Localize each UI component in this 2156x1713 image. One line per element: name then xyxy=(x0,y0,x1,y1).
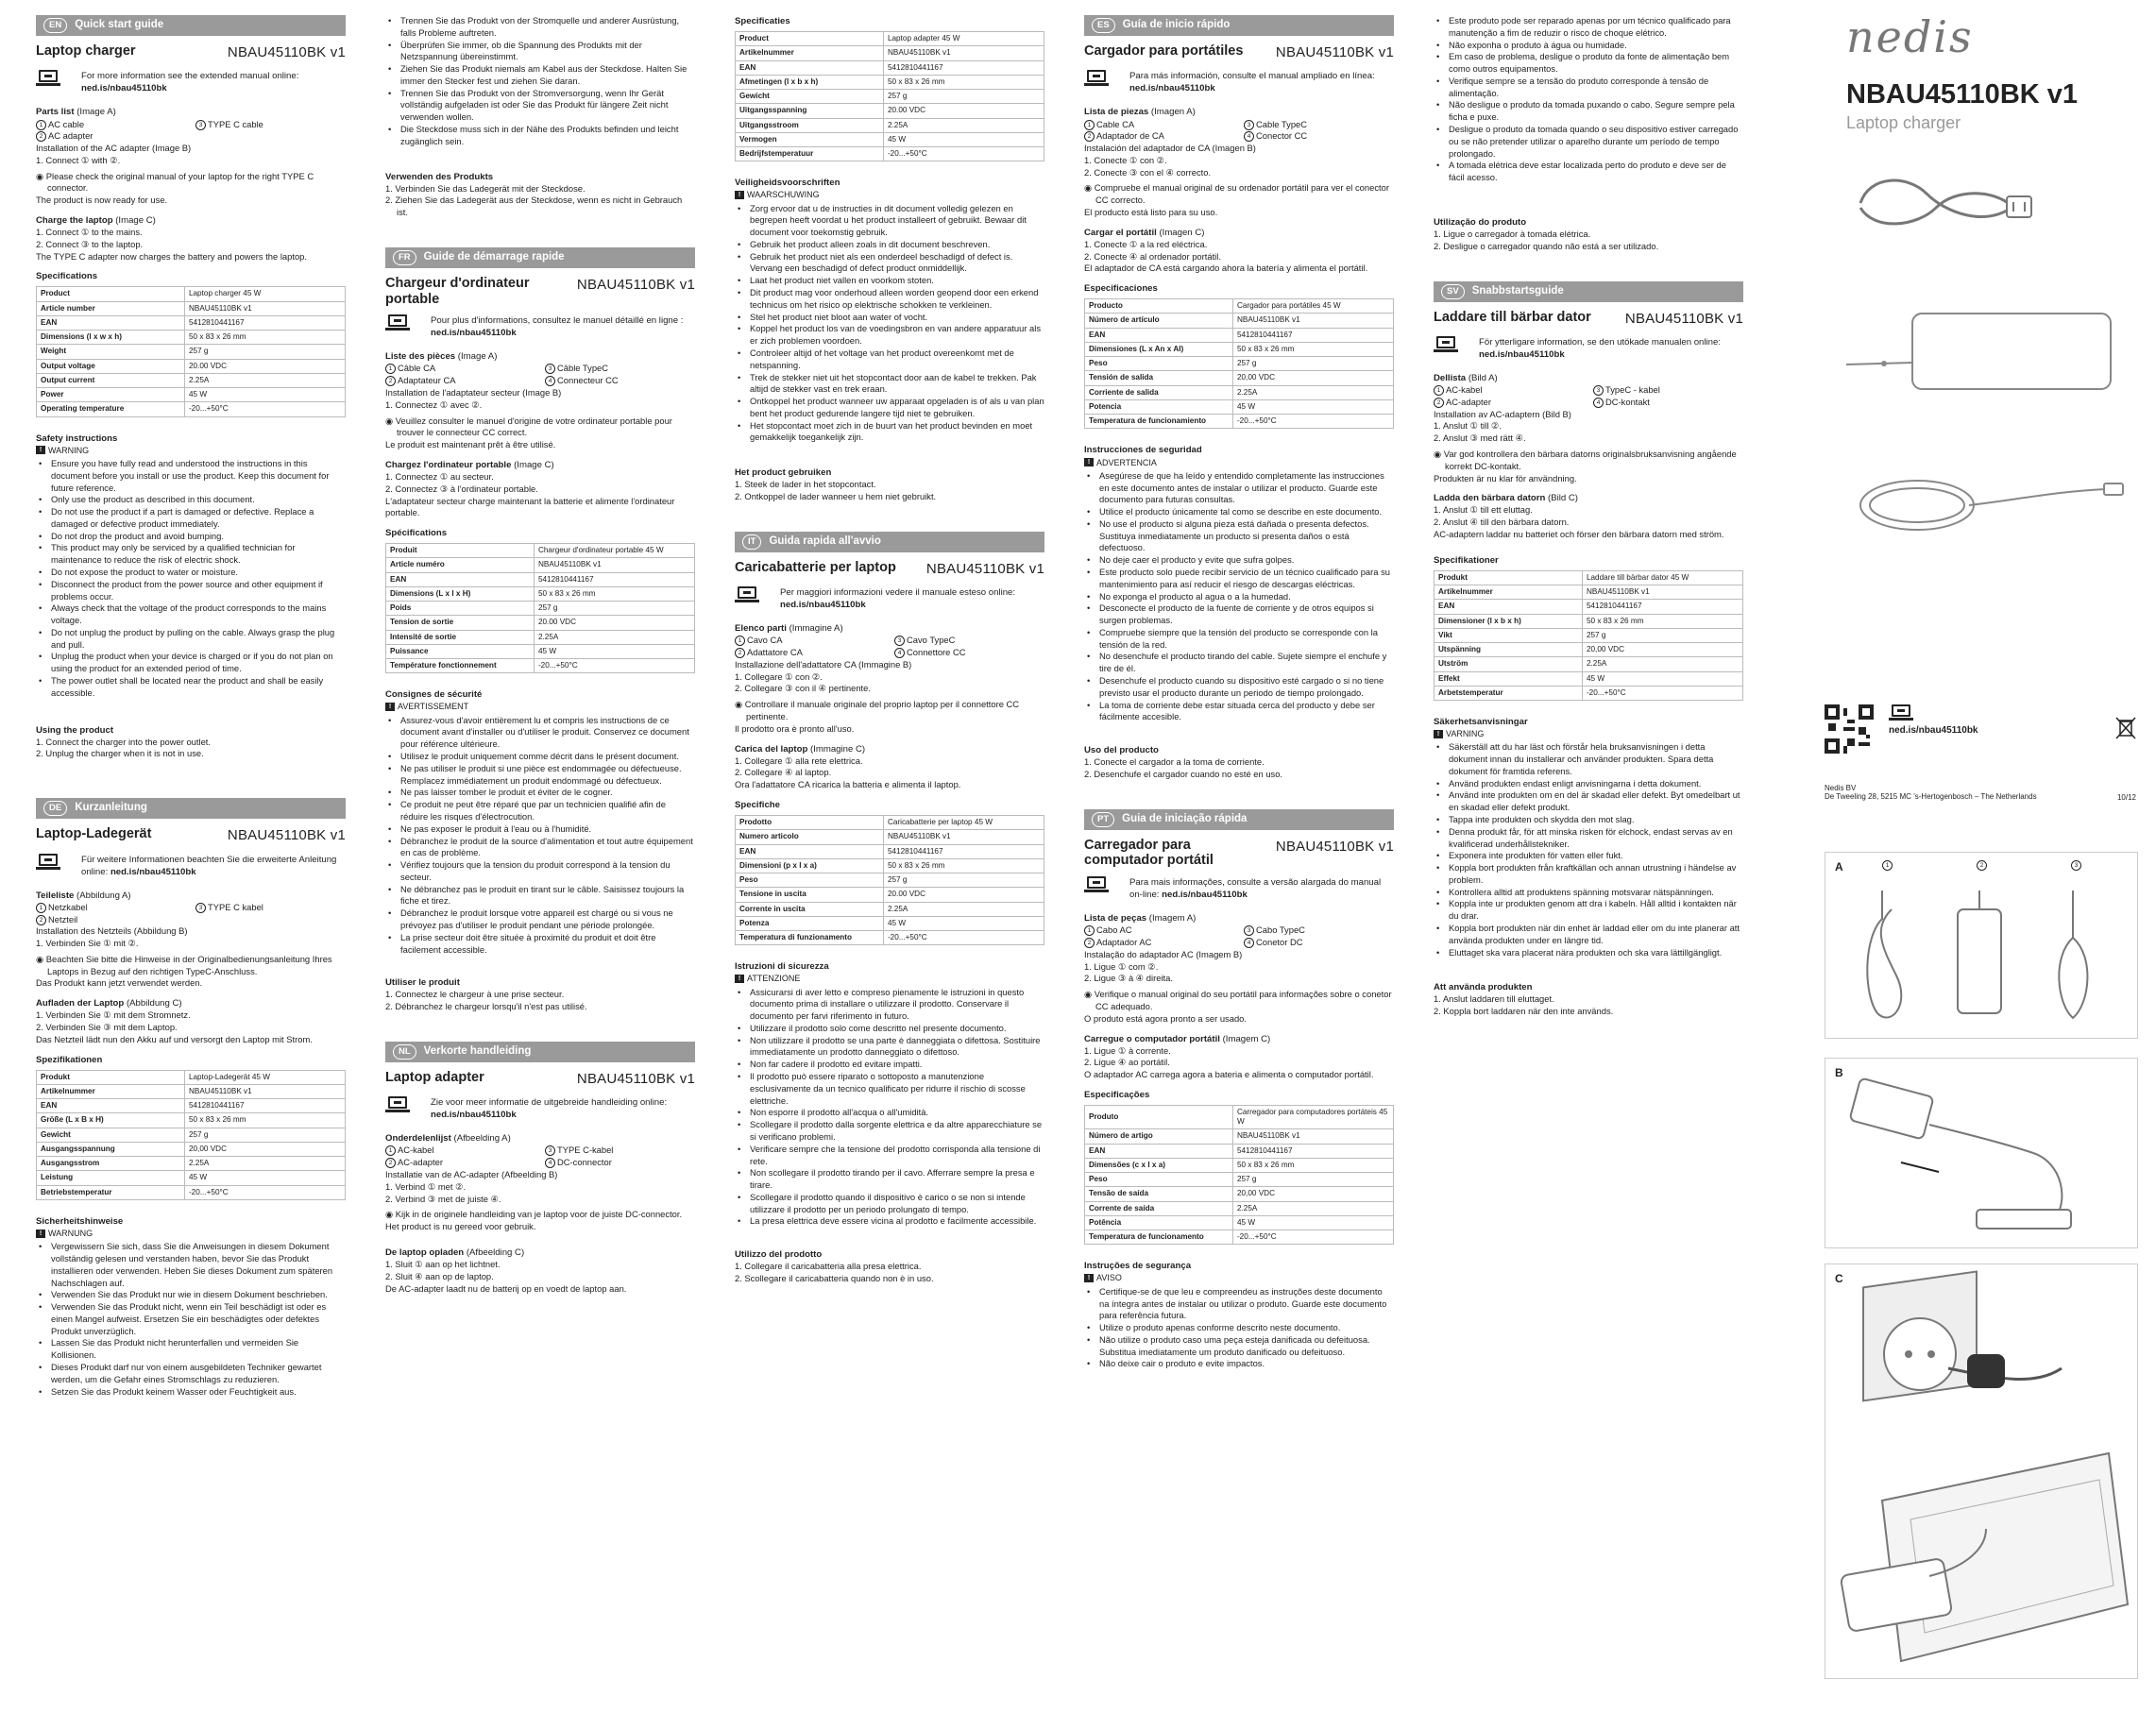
spec-row: Peso 257 g xyxy=(736,873,1044,888)
model-number: NBAU45110BK v1 xyxy=(227,44,346,60)
spec-row: Intensité de sortie 2.25A xyxy=(386,630,695,644)
qr-code xyxy=(1825,704,1874,754)
laptop-icon xyxy=(385,314,410,331)
column-2: • Trennen Sie das Produkt von der Stromquelle und anderer Ausrüstung, falls Probleme auftreten. • Überprüfen Sie immer, ob die Spannung des Produkts mit der Netzspannung übereinstimmt. • Ziehen Sie das Produkt niemals am Kabel aus der Steckdose. Halten Sie immer den Stecker fest und ziehen Sie daran. • Trennen Sie das Produkt von der Stromversorgung, wenn Ihr Gerät vollständig aufgeladen ist oder Sie das Produkt für längere Zeit nicht verwenden wollen. • Die Steckdose muss sich in der Nähe des Produkts befinden und leicht zugänglich sein. Verwenden des Produkts 1. Verbinden Sie das Ladegerät mit der Steckdose. 2. Ziehen Sie das Ladegerät aus der Steckdose, wenn es nicht in Gebrauch ist. FR Guide de démarrage rapide Chargeur d'ordinateur portable NBAU45110BK v1 Pour plus d'informations, consultez le manuel détaillé en ligne : ned.is/nbau45110bk Liste des pièces (Image A) 1 Câble CA 3 Câble TypeC 2 Adaptateur CA 4 Connecteur CC Installation de l'adaptateur secteur (Image B) 1. Connectez ① avec ②. ◉ Veuillez consulter le manuel d'origine de votre ordinateur portable pour trouver le connecteur CC correct. Le produit est maintenant prêt à être utilisé. Chargez l'ordinateur portable (Image C) 1. Connectez ① au secteur. 2. Connectez ③ à l'ordinateur portable. L'adaptateur secteur charge maintenant la batterie et alimente l'ordinateur portable. Spécifications Produit Chargeur d'ordinateur portable 45 W Article numéro NBAU45110BK v1 EAN 5412810441167 Dimensions (L x l x H) 50 x 83 x 26 mm Poids 257 g Tension de sortie 20.00 VDC Intensité de sortie 2.25A Puissance 45 W Température fonctionnement -20...+50°C Consignes de sécurité ! AVERTISSEMENT • Assurez-vous d'avoir entièrement lu et compris les instructions de ce document avant d'installer ou d'utiliser le produit. Conservez ce document pour référence ultérieure. • Utilisez le produit uniquement comme décrit dans le présent document. • Ne pas utiliser le produit si une pièce est endommagée ou défectueuse. Remplacez immédiatement un produit endommagé ou défectueux. • Ne pas laisser tomber le produit et éviter de le cogner. • Ce produit ne peut être réparé que par un technicien qualifié afin de réduire les risques d'électrocution. • Ne pas exposer le produit à l'eau ou à l'humidité. • Débranchez le produit de la source d'alimentation et tout autre équipement en cas de problème. • Vérifiez toujours que la tension du produit correspond à la tension du secteur. • Ne débranchez pas le produit en tirant sur le câble. Saisissez toujours la fiche et tirez. • Débranchez le produit lorsque votre appareil est chargé ou si vous ne prévoyez pas d'utiliser le produit pendant une période prolongée. • La prise secteur doit être située à proximité du produit et doit être facilement accessible. Utiliser le produit 1. Connectez le chargeur à une prise secteur. 2. Débranchez le chargeur lorsqu'il n'est pas utilisé. NL Verkorte handleiding Laptop adapter NBAU45110BK v1 Zie voor meer informatie de uitgebreide handleiding online: ned.is/nbau45110bk Onderdelenlijst (Afbeelding A) 1 AC-kabel 3 TYPE C-kabel 2 AC-adapter 4 DC-connector Installatie van de AC-adapter (Afbeelding B) 1. Verbind ① met ②. 2. Verbind ③ met de juiste ④. ◉ Kijk in de originele handleiding van je laptop voor de juiste DC-connector. Het product is nu gereed voor gebruik. De laptop opladen (Afbeelding C) 1. Sluit ① aan op het lichtnet. 2. Sluit ④ aan op de laptop. De AC-adapter laadt nu de batterij op en voedt de laptop aan. xyxy=(385,15,695,1315)
list-item: • Koppel het product los van de voedingsbron en van andere apparatuur als er zich problemen voordoen. xyxy=(735,323,1044,348)
spec-row: Temperatura de funcionamiento -20...+50°C xyxy=(1085,415,1394,429)
list-item: • No exponga el producto al agua o a la humedad. xyxy=(1084,591,1394,603)
list-item: • Verifique sempre se a tensão do produto corresponde à tensão de alimentação. xyxy=(1434,76,1743,100)
spec-row: Temperatura di funzionamento -20...+50°C xyxy=(736,931,1044,945)
list-item: • Certifique-se de que leu e compreendeu as instruções deste documento na íntegra antes de instalar ou utilizar o produto. Guarde este documento para referência futura. xyxy=(1084,1286,1394,1322)
cover-subtitle: Laptop charger xyxy=(1846,113,1961,132)
list-item: • Não utilize o produto caso uma peça esteja danificada ou defeituosa. Substitua imediatamente um produto danificado ou defeituoso. xyxy=(1084,1334,1394,1359)
spec-row: Température fonctionnement -20...+50°C xyxy=(386,659,695,673)
list-item: • The power outlet shall be located near the product and shall be easily accessible. xyxy=(36,675,346,700)
page-number: 10/12 xyxy=(2116,793,2136,802)
spec-row: Artikelnummer NBAU45110BK v1 xyxy=(37,1084,346,1098)
spec-row: Peso 257 g xyxy=(1085,357,1394,371)
list-item: • Scollegare il prodotto quando il dispositivo è carico o se non si intende utilizzare il prodotto per un periodo prolungato di tempo. xyxy=(735,1192,1044,1216)
list-item: • Koppla bort produkten när din enhet är laddad eller om du inte planerar att använda produkten under en längre tid. xyxy=(1434,923,1743,947)
list-item: • Koppla inte ur produkten genom att dra i kabeln. Håll alltid i kontakten när du drar. xyxy=(1434,898,1743,923)
spec-row: Gewicht 257 g xyxy=(37,1128,346,1142)
info-icon: ◉ xyxy=(1084,989,1095,1000)
list-item: • Only use the product as described in this document. xyxy=(36,494,346,506)
cover-model: NBAU45110BK v1 xyxy=(1846,79,2079,110)
column-4 xyxy=(1084,15,1394,1391)
list-item: • Använd inte produkten om en del är skadad eller defekt. Byt omedelbart ut en skadad eller defekt produkt. xyxy=(1434,789,1743,814)
spec-row: Potência 45 W xyxy=(1085,1215,1394,1230)
spec-row: Tensão de saída 20,00 VDC xyxy=(1085,1187,1394,1201)
list-item: • Säkerställ att du har läst och förstår hela bruksanvisningen i detta dokument innan du installerar och använder produkten. Spara detta dokument för framtida referens. xyxy=(1434,741,1743,777)
safety-list xyxy=(36,458,346,700)
list-item: • Scollegare il prodotto dalla sorgente elettrica e da altre apparecchiature se si verificano problemi. xyxy=(735,1119,1044,1144)
list-item: • A tomada elétrica deve estar localizada perto do produto e deve ser de fácil acesso. xyxy=(1434,160,1743,184)
column-1 xyxy=(36,15,346,1418)
spec-row: Tensione in uscita 20.00 VDC xyxy=(736,888,1044,902)
list-item: • Kontrollera alltid att produktens spänning motsvarar nätspänningen. xyxy=(1434,887,1743,899)
laptop-icon xyxy=(36,70,60,87)
laptop-icon xyxy=(385,1096,410,1113)
section-it: IT Guida rapida all'avvio Caricabatterie per laptop NBAU45110BK v1 Per maggiori informazioni vedere il manuale esteso online: ned.is/nbau45110bk Elenco parti (Immagine A) 1 Cavo CA 3 Cavo TypeC 2 Adattatore CA 4 Connettore CC Installazione dell'adattatore CA (Immagine B) 1. Collegare ① con ②. 2. Collegare ③ con il ④ pertinente. ◉ Controllare il manuale originale del proprio laptop per il connettore CC pertinente. Il prodotto ora è pronto all'uso. Carica del laptop (Immagine C) 1. Collegare ① alla rete elettrica. 2. Collegare ④ al laptop. Ora l'adattatore CA ricarica la batteria e alimenta il laptop. Specifiche Prodotto Caricabatterie per laptop 45 W Numero articolo NBAU45110BK v1 EAN 5412810441167 Dimensioni (p x l x a) 50 x 83 x 26 mm Peso 257 g Tensione in uscita 20.00 VDC Corrente in uscita 2.25A Potenza 45 W Temperatura di funzionamento -20...+50°C Istruzioni di sicurezza ! ATTENZIONE • Assicurarsi di aver letto e compreso pienamente le istruzioni in questo documento prima di installare o utilizzare il prodotto. Conservare il documento per farvi riferimento in futuro. • Utilizzare il prodotto solo come descritto nel presente documento. • Non utilizzare il prodotto se una parte è danneggiata o difettosa. Sostituire immediatamente un prodotto danneggiato o difettoso. • Non far cadere il prodotto ed evitare impatti. • Il prodotto può essere riparato o sottoposto a manutenzione esclusivamente da un tecnico qualificato per ridurre il rischio di scosse elettriche. • Non esporre il prodotto all'acqua o all'umidità. • Scollegare il prodotto dalla sorgente elettrica e da altre apparecchiature se si verificano problemi. • Verificare sempre che la tensione del prodotto corrisponda alla tensione di rete. • Non scollegare il prodotto tirando per il cavo. Afferrare sempre la presa e tirare. • Scollegare il prodotto quando il dispositivo è carico o se non si intende utilizzare il prodotto per un periodo prolungato di tempo. • La presa elettrica deve essere vicina al prodotto e facilmente accessibile. Utilizzo del prodotto 1. Collegare il caricabatteria alla presa elettrica. 2. Scollegare il caricabatteria quando non è in uso. xyxy=(735,532,1044,1285)
spec-row: Power 45 W xyxy=(37,388,346,402)
spec-row: Article numéro NBAU45110BK v1 xyxy=(386,558,695,572)
list-item: • Trennen Sie das Produkt von der Stromversorgung, wenn Ihr Gerät vollständig aufgeladen ist oder Sie das Produkt für längere Zeit nicht verwenden wollen. xyxy=(385,88,695,124)
list-item: • Do not use the product if a part is damaged or defective. Replace a damaged or defective product immediately. xyxy=(36,506,346,531)
section-nl: NL Verkorte handleiding Laptop adapter NBAU45110BK v1 Zie voor meer informatie de uitgebreide handleiding online: ned.is/nbau45110bk Onderdelenlijst (Afbeelding A) 1 AC-kabel 3 TYPE C-kabel 2 AC-adapter 4 DC-connector Installatie van de AC-adapter (Afbeelding B) 1. Verbind ① met ②. 2. Verbind ③ met de juiste ④. ◉ Kijk in de originele handleiding van je laptop voor de juiste DC-connector. Het product is nu gereed voor gebruik. De laptop opladen (Afbeelding C) 1. Sluit ① aan op het lichtnet. 2. Sluit ④ aan op de laptop. De AC-adapter laadt nu de batterij op en voedt de laptop aan. xyxy=(385,1042,695,1295)
spec-row: Produit Chargeur d'ordinateur portable 45 W xyxy=(386,544,695,558)
list-item: • Do not expose the product to water or moisture. xyxy=(36,567,346,579)
spec-row: EAN 5412810441167 xyxy=(736,60,1044,75)
spec-row: Tension de sortie 20.00 VDC xyxy=(386,616,695,630)
nedis-logo: nedis xyxy=(1846,11,1974,62)
typec-cable-image xyxy=(1851,463,2134,548)
lang-badge: EN xyxy=(43,18,67,33)
list-item: • Ne pas utiliser le produit si une pièce est endommagée ou défectueuse. Remplacez immédiatement un produit endommagé ou défectueux. xyxy=(385,763,695,788)
laptop-icon xyxy=(1434,336,1458,353)
spec-row: Corrente de saída 2.25A xyxy=(1085,1201,1394,1215)
qr-area xyxy=(1825,704,2136,761)
list-item: • Vérifiez toujours que la tension du produit correspond à la tension du secteur. xyxy=(385,859,695,884)
section-es: ES Guía de inicio rápido Cargador para portátiles NBAU45110BK v1 Para más información, consulte el manual ampliado en línea: ned.is/nbau45110bk Lista de piezas (Imagen A) 1 Cable CA 3 Cable TypeC 2 Adaptador de CA 4 Conector CC Instalación del adaptador de CA (Imagen B) 1. Conecte ① con ②. 2. Conecte ③ con el ④ correcto. ◉ Compruebe el manual original de su ordenador portátil para ver el conector CC correcto. El producto está listo para su uso. Cargar el portátil (Imagen C) 1. Conecte ① a la red eléctrica. 2. Conecte ④ al ordenador portátil. El adaptador de CA está cargando ahora la batería y alimenta el portátil. Especificaciones Producto Cargador para portátiles 45 W Número de artículo NBAU45110BK v1 EAN 5412810441167 Dimensiones (L x An x Al) 50 x 83 x 26 mm Peso 257 g Tensión de salida 20,00 VDC Corriente de salida 2.25A Potencia 45 W Temperatura de funcionamiento -20...+50°C Instrucciones de seguridad ! ADVERTENCIA • Asegúrese de que ha leído y entendido completamente las instrucciones en este documento antes de instalar o utilizar el producto. Guarde este documento para futuras consultas. • Utilice el producto únicamente tal como se describe en este documento. • No use el producto si alguna pieza está dañada o presenta defectos. Sustituya inmediatamente un producto si presenta daños o está defectuoso. • No deje caer el producto y evite que sufra golpes. • Este producto solo puede recibir servicio de un técnico cualificado para su mantenimiento para así reducir el riesgo de descargas eléctricas. • No exponga el producto al agua o a la humedad. • Desconecte el producto de la fuente de corriente y de otros equipos si surgen problemas. • Compruebe siempre que la tensión del producto se corresponde con la tensión de la red. • No desenchufe el producto tirando del cable. Sujete siempre el enchufe y tire de él. • Desenchufe el producto cuando su dispositivo esté cargado o si no tiene previsto usar el producto durante un periodo de tiempo prolongado. • La toma de corriente debe estar situada cerca del producto y debe ser fácilmente accesible. Uso del producto 1. Conecte el cargador a la toma de corriente. 2. Desenchufe el cargador cuando no esté en uso. xyxy=(1084,15,1394,781)
spec-row: Corriente de salida 2.25A xyxy=(1085,385,1394,399)
list-item: • Ne pas exposer le produit à l'eau ou à l'humidité. xyxy=(385,823,695,836)
section-fr: FR Guide de démarrage rapide Chargeur d'ordinateur portable NBAU45110BK v1 Pour plus d'informations, consultez le manuel détaillé en ligne : ned.is/nbau45110bk Liste des pièces (Image A) 1 Câble CA 3 Câble TypeC 2 Adaptateur CA 4 Connecteur CC Installation de l'adaptateur secteur (Image B) 1. Connectez ① avec ②. ◉ Veuillez consulter le manuel d'origine de votre ordinateur portable pour trouver le connecteur CC correct. Le produit est maintenant prêt à être utilisé. Chargez l'ordinateur portable (Image C) 1. Connectez ① au secteur. 2. Connectez ③ à l'ordinateur portable. L'adaptateur secteur charge maintenant la batterie et alimente l'ordinateur portable. Spécifications Produit Chargeur d'ordinateur portable 45 W Article numéro NBAU45110BK v1 EAN 5412810441167 Dimensions (L x l x H) 50 x 83 x 26 mm Poids 257 g Tension de sortie 20.00 VDC Intensité de sortie 2.25A Puissance 45 W Température fonctionnement -20...+50°C Consignes de sécurité ! AVERTISSEMENT • Assurez-vous d'avoir entièrement lu et compris les instructions de ce document avant d'installer ou d'utiliser le produit. Conservez ce document pour référence ultérieure. • Utilisez le produit uniquement comme décrit dans le présent document. • Ne pas utiliser le produit si une pièce est endommagée ou défectueuse. Remplacez immédiatement un produit endommagé ou défectueux. • Ne pas laisser tomber le produit et éviter de le cogner. • Ce produit ne peut être réparé que par un technicien qualifié afin de réduire les risques d'électrocution. • Ne pas exposer le produit à l'eau ou à l'humidité. • Débranchez le produit de la source d'alimentation et tout autre équipement en cas de problème. • Vérifiez toujours que la tension du produit correspond à la tension du secteur. • Ne débranchez pas le produit en tirant sur le câble. Saisissez toujours la fiche et tirez. • Débranchez le produit lorsque votre appareil est chargé ou si vous ne prévoyez pas d'utiliser le produit pendant une période prolongée. • La prise secteur doit être située à proximité du produit et doit être facilement accessible. Utiliser le produit 1. Connectez le chargeur à une prise secteur. 2. Débranchez le chargeur lorsqu'il n'est pas utilisé. xyxy=(385,247,695,1013)
list-item: • Débranchez le produit de la source d'alimentation et tout autre équipement en cas de problème. xyxy=(385,836,695,860)
spec-row: Peso 257 g xyxy=(1085,1173,1394,1187)
list-item: • Disconnect the product from the power source and other equipment if problems occur. xyxy=(36,579,346,603)
list-item: • Denna produkt får, för att minska risken för elchock, endast servas av en kvalificerad underhållstekniker. xyxy=(1434,826,1743,851)
list-item: • Überprüfen Sie immer, ob die Spannung des Produkts mit der Netzspannung übereinstimmt. xyxy=(385,40,695,64)
spec-row: Número de artigo NBAU45110BK v1 xyxy=(1085,1129,1394,1144)
list-item: • Ensure you have fully read and understood the instructions in this document before you install or use the product. Keep this document for future reference. xyxy=(36,458,346,494)
list-item: • Este producto solo puede recibir servicio de un técnico cualificado para su mantenimiento para así reducir el riesgo de descargas eléctricas. xyxy=(1084,567,1394,591)
list-item: • Il prodotto può essere riparato o sottoposto a manutenzione esclusivamente da un tecnico qualificato per ridurre il rischio di scosse elettriche. xyxy=(735,1071,1044,1107)
figure-a: A 1 2 3 xyxy=(1825,852,2138,1039)
list-item: • Non scollegare il prodotto tirando per il cavo. Afferrare sempre la presa e tirare. xyxy=(735,1167,1044,1192)
list-item: • Asegúrese de que ha leído y entendido completamente las instrucciones en este documento antes de instalar o utilizar el producto. Guarde este documento para futuras consultas. xyxy=(1084,470,1394,506)
spec-row: Potenza 45 W xyxy=(736,916,1044,930)
spec-row: Artikelnummer NBAU45110BK v1 xyxy=(1435,585,1743,600)
spec-row: EAN 5412810441167 xyxy=(37,1099,346,1113)
note: ◉ Please check the original manual of your laptop for the right TYPE C connector. xyxy=(36,170,314,194)
list-item: • Setzen Sie das Produkt keinem Wasser oder Feuchtigkeit aus. xyxy=(36,1386,346,1399)
list-item: • Ne débranchez pas le produit en tirant sur le câble. Saisissez toujours la fiche et tirez. xyxy=(385,884,695,908)
spec-row: EAN 5412810441167 xyxy=(1085,1144,1394,1158)
list-item: • Tappa inte produkten och skydda den mot slag. xyxy=(1434,814,1743,826)
info-icon: ◉ xyxy=(1084,182,1095,194)
info-icon: ◉ xyxy=(36,170,46,181)
spec-row: Bedrijfstemperatuur -20...+50°C xyxy=(736,147,1044,161)
spec-row: EAN 5412810441167 xyxy=(386,572,695,586)
spec-row: Product Laptop charger 45 W xyxy=(37,287,346,301)
list-item: • Verificare sempre che la tensione del prodotto corrisponda alla tensione di rete. xyxy=(735,1144,1044,1168)
list-item: • Ontkoppel het product wanneer uw apparaat opgeladen is of als u van plan bent het product gedurende langere tijd niet te gebruiken. xyxy=(735,396,1044,420)
list-item: • Compruebe siempre que la tensión del producto se corresponde con la tensión de la red. xyxy=(1084,627,1394,652)
info-icon: ◉ xyxy=(36,953,46,964)
spec-row: Dimensions (L x l x H) 50 x 83 x 26 mm xyxy=(386,586,695,601)
list-item: • Gebruik het product niet als een onderdeel beschadigd of defect is. Vervang een beschadigd of defect product onmiddellijk. xyxy=(735,251,1044,276)
spec-row: Utspänning 20,00 VDC xyxy=(1435,643,1743,657)
list-item: • Använd produkten endast enligt anvisningarna i detta dokument. xyxy=(1434,778,1743,790)
spec-row: Uitgangsstroom 2.25A xyxy=(736,118,1044,132)
list-item: • Het stopcontact moet zich in de buurt van het product bevinden en moet gemakkelijk toegankelijk zijn. xyxy=(735,420,1044,445)
spec-row: Output voltage 20.00 VDC xyxy=(37,359,346,373)
list-item: • Gebruik het product alleen zoals in dit document beschreven. xyxy=(735,239,1044,251)
spec-row: Uitgangsspanning 20.00 VDC xyxy=(736,104,1044,118)
list-item: • Do not unplug the product by pulling on the cable. Always grasp the plug and pull. xyxy=(36,627,346,652)
spec-row: EAN 5412810441167 xyxy=(1435,600,1743,614)
spec-row: Tensión de salida 20,00 VDC xyxy=(1085,371,1394,385)
spec-row: Potencia 45 W xyxy=(1085,399,1394,414)
list-item: • Dieses Produkt darf nur von einem ausgebildeten Techniker gewartet werden, um die Gefahr eines Stromschlags zu reduzieren. xyxy=(36,1362,346,1386)
spec-row: EAN 5412810441167 xyxy=(736,844,1044,858)
spec-row: Poids 257 g xyxy=(386,602,695,616)
list-item: • Utilice el producto únicamente tal como se describe en este documento. xyxy=(1084,506,1394,518)
spec-row: Produto Carregador para computadores portáteis 45 W xyxy=(1085,1105,1394,1129)
warning-icon: ! xyxy=(36,446,45,454)
list-item: • La toma de corriente debe estar situada cerca del producto y debe ser fácilmente accesible. xyxy=(1084,700,1394,724)
list-item: • Trennen Sie das Produkt von der Stromquelle und anderer Ausrüstung, falls Probleme auftreten. xyxy=(385,15,695,40)
list-item: • No desenchufe el producto tirando del cable. Sujete siempre el enchufe y tire de él. xyxy=(1084,651,1394,675)
list-item: • Utilize o produto apenas conforme descrito neste documento. xyxy=(1084,1322,1394,1334)
list-item: • Verwenden Sie das Produkt nur wie in diesem Dokument beschrieben. xyxy=(36,1289,346,1301)
list-item: • Este produto pode ser reparado apenas por um técnico qualificado para manutenção a fim de reduzir o risco de choque elétrico. xyxy=(1434,15,1743,40)
spec-row: Leistung 45 W xyxy=(37,1171,346,1185)
spec-row: Temperatura de funcionamento -20...+50°C xyxy=(1085,1230,1394,1245)
header-en: EN Quick start guide xyxy=(36,15,346,36)
spec-row: EAN 5412810441167 xyxy=(37,315,346,330)
parts-list: 1 AC cable 3 TYPE C cable 2 AC adapter xyxy=(36,119,346,144)
list-item: • Desconecte el producto de la fuente de corriente y de otros equipos si surgen problemas. xyxy=(1084,602,1394,627)
list-item: • Utilisez le produit uniquement comme décrit dans le présent document. xyxy=(385,751,695,763)
laptop-icon xyxy=(36,854,60,871)
spec-row: Effekt 45 W xyxy=(1435,671,1743,686)
spec-row: Arbetstemperatur -20...+50°C xyxy=(1435,686,1743,700)
list-item: • Utilizzare il prodotto solo come descritto nel presente documento. xyxy=(735,1023,1044,1035)
column-5: • Este produto pode ser reparado apenas por um técnico qualificado para manutenção a fim de reduzir o risco de choque elétrico. • Não exponha o produto à água ou humidade. • Em caso de problema, desligue o produto da fonte de alimentação bem como outros equipamentos. • Verifique sempre se a tensão do produto corresponde à tensão de alimentação. • Não desligue o produto da tomada puxando o cabo. Segure sempre pela ficha e puxe. • Desligue o produto da tomada quando o seu dispositivo estiver carregado ou se não pretender utilizar o aparelho durante um período de tempo prolongado. • A tomada elétrica deve estar localizada perto do produto e deve ser de fácil acesso. Utilização do produto 1. Ligue o carregador à tomada elétrica. 2. Desligue o carregador quando não está a ser utilizado. SV Snabbstartsguide Laddare till bärbar dator NBAU45110BK v1 För ytterligare information, se den utökade manualen online: ned.is/nbau45110bk Dellista (Bild A) 1 AC-kabel 3 TypeC - kabel 2 AC-adapter 4 DC-kontakt Installation av AC-adaptern (Bild B) 1. Anslut ① till ②. 2. Anslut ③ med rätt ④. ◉ Var god kontrollera den bärbara datorns originalsbruksanvisning angående korrekt DC-kontakt. Produkten är nu klar för användning. Ladda den bärbara datorn (Bild C) 1. Anslut ① till ett eluttag. 2. Anslut ④ till den bärbara datorn. AC-adaptern laddar nu batteriet och förser den bärbara datorn med ström. Specifikationer Produkt Laddare till bärbar dator 45 W Artikelnummer NBAU45110BK v1 EAN 5412810441167 Dimensioner (l x b x h) 50 x 83 x 26 mm Vikt 257 g Utspänning 20,00 VDC Utström 2.25A Effekt 45 W Arbetstemperatur -20...+50°C Säkerhetsanvisningar ! VARNING • Säkerställ att du har läst och förstår hela bruksanvisningen i detta dokument innan du installerar och använder produkten. Spara detta dokument för framtida referens. • Använd produkten endast enligt anvisningarna i detta dokument. • Använd inte produkten om en del är skadad eller defekt. Byt omedelbart ut en skadad eller defekt produkt. • Tappa inte produkten och skydda den mot slag. • Denna produkt får, för att minska risken för elchock, endast servas av en kvalificerad underhållstekniker. • Exponera inte produkten för vatten eller fukt. • Koppla bort produkten från kraftkällan och annan utrustning i händelse av problem. • Kontrollera alltid att produktens spänning motsvarar nätspänningen. • Koppla inte ur produkten genom att dra i kabeln. Håll alltid i kontakten när du drar. • Koppla bort produkten när din enhet är laddad eller om du inte planerar att använda produkten under en längre tid. • Eluttaget ska vara placerat nära produkten och ska vara lättillgängligt. Att använda produkten 1. Anslut laddaren till eluttaget. 2. Koppla bort laddaren när den inte används. xyxy=(1434,15,1743,1039)
product-title: Laptop charger xyxy=(36,43,136,59)
list-item: • Non esporre il prodotto all'acqua o all'umidità. xyxy=(735,1107,1044,1119)
warning-icon: ! xyxy=(1084,458,1094,466)
list-item: • No deje caer el producto y evite que sufra golpes. xyxy=(1084,554,1394,567)
list-item: • Koppla bort produkten från kraftkällan och annan utrustning i händelse av problem. xyxy=(1434,862,1743,887)
info-icon: ◉ xyxy=(1434,448,1444,459)
list-item: • La presa elettrica deve essere vicina al prodotto e facilmente accessibile. xyxy=(735,1215,1044,1228)
spec-row: Ausgangsspannung 20,00 VDC xyxy=(37,1142,346,1156)
laptop-icon xyxy=(735,586,759,603)
list-item: • No use el producto si alguna pieza está dañada o presenta defectos. Sustituya inmediatamente un producto si presenta daños o está defectuoso. xyxy=(1084,518,1394,554)
list-item: • Verwenden Sie das Produkt nicht, wenn ein Teil beschädigt ist oder es einen Mangel aufweist. Ersetzen Sie ein beschädigtes oder defektes Produkt unverzüglich. xyxy=(36,1301,346,1337)
list-item: • Controleer altijd of het voltage van het product overeenkomt met de netspanning. xyxy=(735,348,1044,372)
section-en: EN Quick start guide Laptop charger NBAU45110BK v1 For more information see the extended manual online: ned.is/nbau45110bk Parts list (Image A) 1 AC cable 3 TYPE C cable 2 AC adapter Installation of the AC adapter (Image B) 1. Connect ① with ②. ◉ Please check the original manual of your laptop for the right TYPE C connector. The product is now ready for use. Charge the laptop (Image C) 1. Connect ① to the mains. 2. Connect ③ to the laptop. The TYPE C adapter now charges the battery and powers the laptop. Specifications Product Laptop charger 45 W Article number NBAU45110BK v1 EAN 5412810441167 Dimensions (l x w x h) 50 x 83 x 26 mm Weight 257 g Output voltage 20.00 VDC Output current 2.25A Power 45 W Operating temperature -20...+50°C Safety instructions ! WARNING • Ensure you have fully read and understood the instructions in this document before you install or use the product. Keep this document for future reference. • Only use the product as described in this document. • Do not use the product if a part is damaged or defective. Replace a damaged or defective product immediately. • Do not drop the product and avoid bumping. • This product may only be serviced by a qualified technician for maintenance to reduce the risk of electric shock. • Do not expose the product to water or moisture. • Disconnect the product from the power source and other equipment if problems occur. • Always check that the voltage of the product corresponds to the mains voltage. • Do not unplug the product by pulling on the cable. Always grasp the plug and pull. • Unplug the product when your device is charged or if you do not plan on using the product for an extended period of time. • The power outlet shall be located near the product and shall be easily accessible. Using the product 1. Connect the charger into the power outlet. 2. Unplug the charger when it is not in use. xyxy=(36,15,346,760)
spec-row: Numero articolo NBAU45110BK v1 xyxy=(736,830,1044,844)
list-item: • Não desligue o produto da tomada puxando o cabo. Segure sempre pela ficha e puxe. xyxy=(1434,99,1743,124)
list-item: • Trek de stekker niet uit het stopcontact door aan de kabel te trekken. Pak altijd de stekker vast en trek eraan. xyxy=(735,372,1044,397)
list-item: • La prise secteur doit être située à proximité du produit et doit être facilement accessible. xyxy=(385,932,695,957)
list-item: • Always check that the voltage of the product corresponds to the mains voltage. xyxy=(36,602,346,627)
manual-note: For more information see the extended manual online: ned.is/nbau45110bk xyxy=(36,70,346,94)
spec-row: Vikt 257 g xyxy=(1435,628,1743,642)
spec-row: Betriebstemperatur -20...+50°C xyxy=(37,1185,346,1199)
list-item: • Assurez-vous d'avoir entièrement lu et compris les instructions de ce document avant d'installer ou d'utiliser le produit. Conservez ce document pour référence ultérieure. xyxy=(385,715,695,751)
column-3: Specificaties Product Laptop adapter 45 W Artikelnummer NBAU45110BK v1 EAN 5412810441167 Afmetingen (l x b x h) 50 x 83 x 26 mm Gewicht 257 g Uitgangsspanning 20.00 VDC Uitgangsstroom 2.25A Vermogen 45 W Bedrijfstemperatuur -20...+50°C Veiligheidsvoorschriften ! WAARSCHUWING • Zorg ervoor dat u de instructies in dit document volledig gelezen en begrepen heeft voordat u het product installeert of gebruikt. Bewaar dit document voor toekomstig gebruik. • Gebruik het product alleen zoals in dit document beschreven. • Gebruik het product niet als een onderdeel beschadigd of defect is. Vervang een beschadigd of defect product onmiddellijk. • Laat het product niet vallen en voorkom stoten. • Dit product mag voor onderhoud alleen worden geopend door een erkend technicus om het risico op elektrische schokken te verkleinen. • Stel het product niet bloot aan water of vocht. • Koppel het product los van de voedingsbron en van andere apparatuur als er zich problemen voordoen. • Controleer altijd of het voltage van het product overeenkomt met de netspanning. • Trek de stekker niet uit het stopcontact door aan de kabel te trekken. Pak altijd de stekker vast en trek eraan. • Ontkoppel het product wanneer uw apparaat opgeladen is of als u van plan bent het product gedurende langere tijd niet te gebruiken. • Het stopcontact moet zich in de buurt van het product bevinden en moet gemakkelijk toegankelijk zijn. Het product gebruiken 1. Steek de lader in het stopcontact. 2. Ontkoppel de lader wanneer u hem niet gebruikt. IT Guida rapida all'avvio Caricabatterie per laptop NBAU45110BK v1 Per maggiori informazioni vedere il manuale esteso online: ned.is/nbau45110bk Elenco parti (Immagine A) 1 Cavo CA 3 Cavo TypeC 2 Adattatore CA 4 Connettore CC Installazione dell'adattatore CA (Immagine B) 1. Collegare ① con ②. 2. Collegare ③ con il ④ pertinente. ◉ Controllare il manuale originale del proprio laptop per il connettore CC pertinente. Il prodotto ora è pronto all'uso. Carica del laptop (Immagine C) 1. Collegare ① alla rete elettrica. 2. Collegare ④ al laptop. Ora l'adattatore CA ricarica la batteria e alimenta il laptop. Specifiche Prodotto Caricabatterie per laptop 45 W Numero articolo NBAU45110BK v1 EAN 5412810441167 Dimensioni (p x l x a) 50 x 83 x 26 mm Peso 257 g Tensione in uscita 20.00 VDC Corrente in uscita 2.25A Potenza 45 W Temperatura di funzionamento -20...+50°C Istruzioni di sicurezza ! ATTENZIONE • Assicurarsi di aver letto e compreso pienamente le istruzioni in questo documento prima di installare o utilizzare il prodotto. Conservare il documento per farvi riferimento in futuro. • Utilizzare il prodotto solo come descritto nel presente documento. • Non utilizzare il prodotto se una parte è danneggiata o difettosa. Sostituire immediatamente un prodotto danneggiato o difettoso. • Non far cadere il prodotto ed evitare impatti. • Il prodotto può essere riparato o sottoposto a manutenzione esclusivamente da un tecnico qualificato per ridurre il rischio di scosse elettriche. • Non esporre il prodotto all'acqua o all'umidità. • Scollegare il prodotto dalla sorgente elettrica e da altre apparecchiature se si verificano problemi. • Verificare sempre che la tensione del prodotto corrisponda alla tensione di rete. • Non scollegare il prodotto tirando per il cavo. Afferrare sempre la presa e tirare. • Scollegare il prodotto quando il dispositivo è carico o se non si intende utilizzare il prodotto per un periodo prolungato di tempo. • La presa elettrica deve essere vicina al prodotto e facilmente accessibile. Utilizzo del prodotto 1. Collegare il caricabatteria alla presa elettrica. 2. Scollegare il caricabatteria quando non è in uso. xyxy=(735,15,1044,1306)
spec-row: Puissance 45 W xyxy=(386,644,695,658)
spec-row: Prodotto Caricabatterie per laptop 45 W xyxy=(736,816,1044,830)
spec-row: Dimensions (l x w x h) 50 x 83 x 26 mm xyxy=(37,331,346,345)
spec-row: Corrente in uscita 2.25A xyxy=(736,902,1044,916)
section-de: DE Kurzanleitung Laptop-Ladegerät NBAU45110BK v1 Für weitere Informationen beachten Sie die erweiterte Anleitung online: ned.is/nbau45110bk Teileliste (Abbildung A) 1 Netzkabel 3 TYPE C kabel 2 Netzteil Installation des Netzteils (Abbildung B) 1. Verbinden Sie ① mit ②. ◉ Beachten Sie bitte die Hinweise in der Originalbedienungsanleitung Ihres Laptops in Bezug auf den richtigen TypeC-Anschluss. Das Produkt kann jetzt verwendet werden. Aufladen der Laptop (Abbildung C) 1. Verbinden Sie ① mit dem Stromnetz. 2. Verbinden Sie ③ mit dem Laptop. Das Netzteil lädt nun den Akku auf und versorgt den Laptop mit Strom. Spezifikationen Produkt Laptop-Ladegerät 45 W Artikelnummer NBAU45110BK v1 EAN 5412810441167 Größe (L x B x H) 50 x 83 x 26 mm Gewicht 257 g Ausgangsspannung 20,00 VDC Ausgangsstrom 2.25A Leistung 45 W Betriebstemperatur -20...+50°C Sicherheitshinweise ! WARNUNG • Vergewissern Sie sich, dass Sie die Anweisungen in diesem Dokument vollständig gelesen und verstanden haben, bevor Sie das Produkt installieren oder verwenden. Heben Sie dieses Dokument zum späteren Nachschlagen auf. • Verwenden Sie das Produkt nur wie in diesem Dokument beschrieben. • Verwenden Sie das Produkt nicht, wenn ein Teil beschädigt ist oder es einen Mangel aufweist. Ersetzen Sie ein beschädigtes oder defektes Produkt unverzüglich. • Lassen Sie das Produkt nicht herunterfallen und vermeiden Sie Kollisionen. • Dieses Produkt darf nur von einem ausgebildeten Techniker gewartet werden, um die Gefahr eines Stromschlags zu reduzieren. • Setzen Sie das Produkt keinem Wasser oder Feuchtigkeit aus. xyxy=(36,798,346,1398)
spec-row: Operating temperature -20...+50°C xyxy=(37,402,346,416)
warning-icon: ! xyxy=(1434,730,1443,738)
list-item: • Débranchez le produit lorsque votre appareil est chargé ou si vous ne prévoyez pas d'utiliser le produit pendant une période prolongée. xyxy=(385,907,695,932)
list-item: • Exponera inte produkten för vatten eller fukt. xyxy=(1434,850,1743,862)
list-item: • Eluttaget ska vara placerat nära produkten och ska vara lättillgängligt. xyxy=(1434,947,1743,959)
spec-table xyxy=(36,286,346,416)
spec-row: Ausgangsstrom 2.25A xyxy=(37,1157,346,1171)
spec-row: Vermogen 45 W xyxy=(736,132,1044,146)
info-icon: ◉ xyxy=(385,1209,396,1220)
list-item: • Die Steckdose muss sich in der Nähe des Produkts befinden und leicht zugänglich sein. xyxy=(385,124,695,148)
ac-adapter-image xyxy=(1846,308,2130,399)
ac-cable-image xyxy=(1851,170,2040,236)
manual-link[interactable]: ned.is/nbau45110bk xyxy=(81,83,167,94)
section-sv: SV Snabbstartsguide Laddare till bärbar dator NBAU45110BK v1 För ytterligare information, se den utökade manualen online: ned.is/nbau45110bk Dellista (Bild A) 1 AC-kabel 3 TypeC - kabel 2 AC-adapter 4 DC-kontakt Installation av AC-adaptern (Bild B) 1. Anslut ① till ②. 2. Anslut ③ med rätt ④. ◉ Var god kontrollera den bärbara datorns originalsbruksanvisning angående korrekt DC-kontakt. Produkten är nu klar för användning. Ladda den bärbara datorn (Bild C) 1. Anslut ① till ett eluttag. 2. Anslut ④ till den bärbara datorn. AC-adaptern laddar nu batteriet och förser den bärbara datorn med ström. Specifikationer Produkt Laddare till bärbar dator 45 W Artikelnummer NBAU45110BK v1 EAN 5412810441167 Dimensioner (l x b x h) 50 x 83 x 26 mm Vikt 257 g Utspänning 20,00 VDC Utström 2.25A Effekt 45 W Arbetstemperatur -20...+50°C Säkerhetsanvisningar ! VARNING • Säkerställ att du har läst och förstår hela bruksanvisningen i detta dokument innan du installerar och använder produkten. Spara detta dokument för framtida referens. • Använd produkten endast enligt anvisningarna i detta dokument. • Använd inte produkten om en del är skadad eller defekt. Byt omedelbart ut en skadad eller defekt produkt. • Tappa inte produkten och skydda den mot slag. • Denna produkt får, för att minska risken för elchock, endast servas av en kvalificerad underhållstekniker. • Exponera inte produkten för vatten eller fukt. • Koppla bort produkten från kraftkällan och annan utrustning i händelse av problem. • Kontrollera alltid att produktens spänning motsvarar nätspänningen. • Koppla inte ur produkten genom att dra i kabeln. Håll alltid i kontakten när du drar. • Koppla bort produkten när din enhet är laddad eller om du inte planerar att använda produkten under en längre tid. • Eluttaget ska vara placerat nära produkten och ska vara lättillgängligt. Att använda produkten 1. Anslut laddaren till eluttaget. 2. Koppla bort laddaren när den inte används. xyxy=(1434,281,1743,1018)
list-item: • Stel het product niet bloot aan water of vocht. xyxy=(735,312,1044,324)
list-item: • This product may only be serviced by a qualified technician for maintenance to reduce the risk of electric shock. xyxy=(36,542,346,567)
warning-icon: ! xyxy=(1084,1274,1094,1282)
warning-icon: ! xyxy=(385,703,395,711)
spec-row: Dimensões (c x l x a) 50 x 83 x 26 mm xyxy=(1085,1158,1394,1172)
list-item: • Lassen Sie das Produkt nicht herunterfallen und vermeiden Sie Kollisionen. xyxy=(36,1337,346,1362)
list-item: • Vergewissern Sie sich, dass Sie die Anweisungen in diesem Dokument vollständig gelesen und verstanden haben, bevor Sie das Produkt installieren oder verwenden. Heben Sie dieses Dokument zum späteren Nachschlagen auf. xyxy=(36,1241,346,1289)
warning-icon: ! xyxy=(735,191,744,199)
spec-row: Weight 257 g xyxy=(37,345,346,359)
list-item: • Ce produit ne peut être réparé que par un technicien qualifié afin de réduire les risques d'électrocution. xyxy=(385,799,695,823)
list-item: • Assicurarsi di aver letto e compreso pienamente le istruzioni in questo documento prima di installare o utilizzare il prodotto. Conservare il documento per farvi riferimento in futuro. xyxy=(735,987,1044,1023)
list-item: • Ziehen Sie das Produkt niemals am Kabel aus der Steckdose. Halten Sie immer den Stecker fest und ziehen Sie daran. xyxy=(385,63,695,88)
list-item: • Do not drop the product and avoid bumping. xyxy=(36,531,346,543)
info-icon: ◉ xyxy=(735,699,745,710)
list-item: • Dit product mag voor onderhoud alleen worden geopend door een erkend technicus om het risico op elektrische schokken te verkleinen. xyxy=(735,287,1044,312)
company-address: Nedis BV De Tweeling 28, 5215 MC ’s-Hertogenbosch – The Netherlands 10/12 xyxy=(1825,784,2136,802)
list-item: • Non utilizzare il prodotto se una parte è danneggiata o difettosa. Sostituire immediatamente un prodotto danneggiato o difettoso. xyxy=(735,1035,1044,1060)
spec-row: Dimensiones (L x An x Al) 50 x 83 x 26 mm xyxy=(1085,342,1394,356)
list-item: • Não deixe cair o produto e evite impactos. xyxy=(1084,1358,1394,1370)
list-item: • Non far cadere il prodotto ed evitare impatti. xyxy=(735,1059,1044,1071)
spec-row: Dimensioner (l x b x h) 50 x 83 x 26 mm xyxy=(1435,614,1743,628)
list-item: • Em caso de problema, desligue o produto da fonte de alimentação bem como outros equipamentos. xyxy=(1434,51,1743,76)
warning-icon: ! xyxy=(36,1230,45,1238)
spec-row: Gewicht 257 g xyxy=(736,90,1044,104)
list-item: • Não exponha o produto à água ou humidade. xyxy=(1434,40,1743,52)
qr-url[interactable]: ned.is/nbau45110bk xyxy=(1889,725,1978,736)
spec-row: Número de artículo NBAU45110BK v1 xyxy=(1085,314,1394,328)
spec-row: Product Laptop adapter 45 W xyxy=(736,32,1044,46)
spec-row: EAN 5412810441167 xyxy=(1085,328,1394,342)
laptop-icon xyxy=(1084,876,1109,893)
figure-c: C xyxy=(1825,1264,2138,1679)
laptop-icon xyxy=(1084,70,1109,87)
spec-row: Produkt Laptop-Ladegerät 45 W xyxy=(37,1070,346,1084)
list-item: • Desenchufe el producto cuando su dispositivo esté cargado o si no tiene previsto usar el producto durante un periodo de tiempo prolongado. xyxy=(1084,675,1394,700)
spec-row: Größe (L x B x H) 50 x 83 x 26 mm xyxy=(37,1113,346,1128)
spec-row: Produkt Laddare till bärbar dator 45 W xyxy=(1435,570,1743,585)
list-item: • Zorg ervoor dat u de instructies in dit document volledig gelezen en begrepen heeft voordat u het product installeert of gebruikt. Bewaar dit document voor toekomstig gebruik. xyxy=(735,203,1044,239)
spec-row: Producto Cargador para portátiles 45 W xyxy=(1085,299,1394,314)
figure-b: B xyxy=(1825,1058,2138,1248)
list-item: • Laat het product niet vallen en voorkom stoten. xyxy=(735,275,1044,287)
spec-row: Article number NBAU45110BK v1 xyxy=(37,301,346,315)
spec-row: Utström 2.25A xyxy=(1435,657,1743,671)
list-item: • Desligue o produto da tomada quando o seu dispositivo estiver carregado ou se não pretender utilizar o aparelho durante um período de tempo prolongado. xyxy=(1434,124,1743,160)
spec-row: Afmetingen (l x b x h) 50 x 83 x 26 mm xyxy=(736,75,1044,89)
spec-row: Dimensioni (p x l x a) 50 x 83 x 26 mm xyxy=(736,858,1044,873)
info-icon: ◉ xyxy=(385,415,396,426)
spec-row: Artikelnummer NBAU45110BK v1 xyxy=(736,46,1044,60)
spec-row: Output current 2.25A xyxy=(37,373,346,387)
list-item: • Unplug the product when your device is charged or if you do not plan on using the product for an extended period of time. xyxy=(36,651,346,675)
weee-bin-icon xyxy=(2115,716,2136,740)
warning-icon: ! xyxy=(735,975,744,983)
section-pt: PT Guia de iniciação rápida Carregador para computador portátil NBAU45110BK v1 Para mais informações, consulte a versão alargada do manual on-line: ned.is/nbau45110bk Lista de peças (Imagem A) 1 Cabo AC 3 Cabo TypeC 2 Adaptador AC 4 Conetor DC Instalação do adaptador AC (Imagem B) 1. Ligue ① com ②. 2. Ligue ③ à ④ direita. ◉ Verifique o manual original do seu portátil para informações sobre o conetor CC adequado. O produto está agora pronto a ser usado. Carregue o computador portátil (Imagem C) 1. Ligue ① à corrente. 2. Ligue ④ ao portátil. O adaptador AC carrega agora a bateria e alimenta o computador portátil. Especificações Produto Carregador para computadores portáteis 45 W Número de artigo NBAU45110BK v1 EAN 5412810441167 Dimensões (c x l x a) 50 x 83 x 26 mm Peso 257 g Tensão de saída 20,00 VDC Corrente de saída 2.25A Potência 45 W Temperatura de funcionamento -20...+50°C Instruções de segurança ! AVISO • Certifique-se de que leu e compreendeu as instruções deste documento na íntegra antes de instalar ou utilizar o produto. Guarde este documento para referência futura. • Utilize o produto apenas conforme descrito neste documento. • Não utilize o produto caso uma peça esteja danificada ou defeituosa. Substitua imediatamente um produto danificado ou defeituoso. • Não deixe cair o produto e evite impactos. xyxy=(1084,809,1394,1370)
list-item: • Ne pas laisser tomber le produit et éviter de le cogner. xyxy=(385,787,695,799)
laptop-icon xyxy=(1889,704,1913,721)
